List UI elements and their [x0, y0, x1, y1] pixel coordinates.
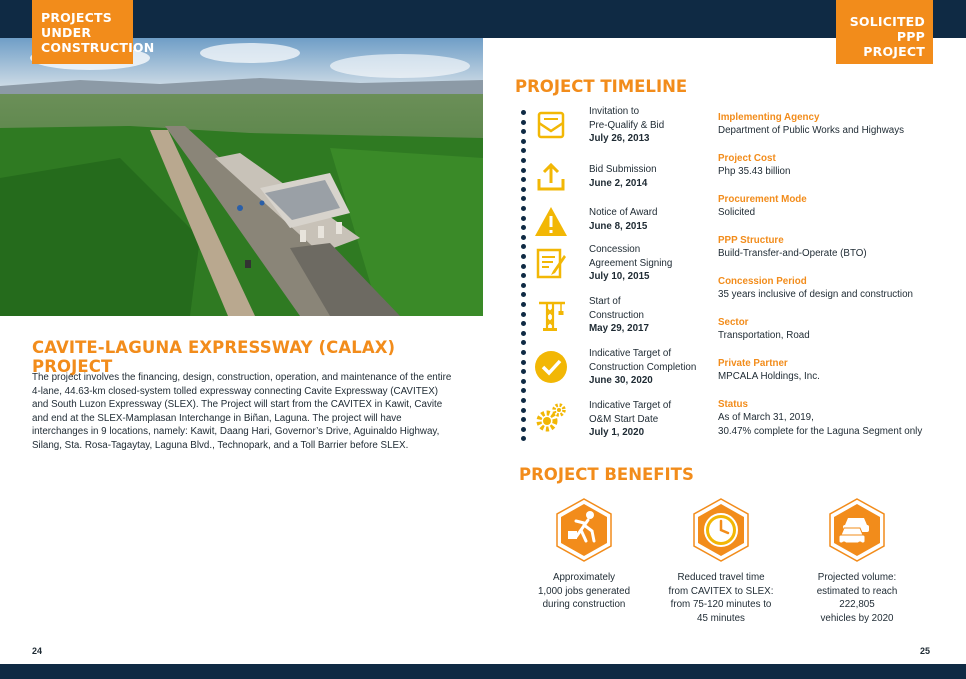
detail-value: Solicited: [718, 207, 756, 218]
timeline-dot: [521, 379, 526, 384]
detail-private-partner: [718, 357, 958, 384]
upload-icon: [533, 159, 569, 195]
timeline-item: [533, 295, 718, 341]
envelope-icon: [533, 107, 569, 143]
timeline-dot: [521, 340, 526, 345]
detail-implementing-agency: [718, 111, 958, 138]
detail-sector: [718, 316, 958, 343]
detail-project-cost: [718, 152, 958, 179]
timeline-dot: [521, 273, 526, 278]
gears-icon: [533, 401, 569, 437]
detail-label: Private Partner: [718, 358, 788, 369]
expressway-aerial-photo: [0, 38, 483, 316]
timeline-dot: [521, 283, 526, 288]
detail-value: Build-Transfer-and-Operate (BTO): [718, 248, 867, 259]
detail-label: Procurement Mode: [718, 194, 807, 205]
timeline-dot: [521, 427, 526, 432]
timeline-dot: [521, 235, 526, 240]
timeline-dot: [521, 177, 526, 182]
timeline-date: June 30, 2020: [589, 375, 653, 386]
timeline-heading: PROJECT TIMELINE: [515, 77, 688, 96]
timeline-dot: [521, 360, 526, 365]
timeline-date: July 1, 2020: [589, 427, 645, 438]
timeline-dot: [521, 110, 526, 115]
detail-value: Department of Public Works and Highways: [718, 125, 905, 136]
project-title: CAVITE-LAGUNA EXPRESSWAY (CALAX) PROJECT: [32, 338, 396, 376]
top-band: [0, 0, 966, 38]
timeline-dot: [521, 168, 526, 173]
timeline-dot: [521, 331, 526, 336]
timeline-label: Invitation to Pre-Qualify & Bid: [589, 106, 665, 131]
timeline-dot: [521, 139, 526, 144]
timeline-dot: [521, 388, 526, 393]
solicited-ppp-project-tag: [836, 0, 933, 64]
timeline-dot: [521, 264, 526, 269]
timeline-label: Concession Agreement Signing: [589, 244, 673, 269]
projects-under-construction-tag: [32, 0, 155, 64]
timeline-date: June 2, 2014: [589, 177, 648, 189]
timeline-dot: [521, 148, 526, 153]
timeline-dot: [521, 254, 526, 259]
timeline-dot: [521, 187, 526, 192]
timeline-label: Start of Construction: [589, 296, 644, 321]
timeline-dot: [521, 312, 526, 317]
timeline-item: [533, 399, 718, 445]
timeline-dot: [521, 129, 526, 134]
timeline-label: Notice of Award: [589, 207, 658, 218]
tag-line: PPP PROJECT: [863, 29, 925, 59]
checkmark-icon: [533, 349, 569, 385]
clock-icon: [691, 497, 751, 563]
tag-line: PROJECTS: [41, 10, 112, 25]
timeline-dot: [521, 350, 526, 355]
timeline-dot: [521, 225, 526, 230]
timeline-dot: [521, 158, 526, 163]
detail-label: Status: [718, 399, 748, 410]
detail-label: Sector: [718, 317, 749, 328]
page-number-left: 24: [32, 646, 43, 656]
timeline-dotted-line: [521, 110, 527, 440]
project-description: The project involves the financing, design, construction, operation, and maintenance of the entire 4-lane, 44.63-km closed-system tolled expressway connecting Cavite Expressway (CAVITEX) and South Luzon Expressway (SLEX). The Project will start from the CAVITEX in Kawit, Cavite and end at the SLEX-Mamplasan Interchange in Biñan, Laguna. The project will have interchanges in 9 locations, namely: Kawit, Daang Hari, Governor’s Drive, Aguinaldo Highway, Silang, Sta. Rosa-Tagaytay, Laguna Blvd., Technopark, and a Toll Barrier before SLEX.: [32, 372, 452, 451]
timeline-dot: [521, 206, 526, 211]
detail-label: PPP Structure: [718, 235, 784, 246]
timeline-date: July 10, 2015: [589, 271, 650, 282]
page-number-right: 25: [920, 646, 931, 656]
timeline-dot: [521, 321, 526, 326]
worker-icon: [554, 497, 614, 563]
timeline-item: [533, 243, 718, 289]
timeline-dot: [521, 120, 526, 125]
detail-label: Project Cost: [718, 153, 776, 164]
timeline-dot: [521, 292, 526, 297]
benefit-text: Approximately 1,000 jobs generated during construction: [537, 572, 631, 610]
tag-line: CONSTRUCTION: [41, 40, 155, 55]
tag-line: UNDER: [41, 25, 92, 40]
timeline-dot: [521, 196, 526, 201]
timeline-label: Indicative Target of O&M Start Date: [589, 400, 672, 425]
detail-ppp-structure: [718, 234, 958, 261]
timeline-dot: [521, 244, 526, 249]
detail-value: MPCALA Holdings, Inc.: [718, 371, 820, 382]
timeline-label: Bid Submission: [589, 164, 657, 175]
timeline-dot: [521, 302, 526, 307]
benefit-text: Projected volume: estimated to reach 222,805 vehicles by 2020: [816, 572, 898, 624]
detail-value: As of March 31, 2019, 30.47% complete for the Laguna Segment only: [718, 412, 923, 437]
document-sign-icon: [533, 245, 569, 281]
benefit-projected-volume: [792, 497, 922, 625]
detail-status: [718, 398, 958, 438]
vehicles-icon: [827, 497, 887, 563]
timeline-date: July 26, 2013: [589, 133, 650, 144]
timeline-item: [533, 157, 718, 203]
benefit-text: Reduced travel time from CAVITEX to SLEX: from 75-120 minutes to 45 minutes: [668, 572, 774, 624]
bottom-band: [0, 664, 966, 679]
detail-concession-period: [718, 275, 958, 302]
timeline-item: [533, 347, 718, 393]
detail-label: Implementing Agency: [718, 112, 820, 123]
detail-label: Concession Period: [718, 276, 807, 287]
timeline-dot: [521, 369, 526, 374]
benefit-jobs: [519, 497, 649, 612]
detail-value: Transportation, Road: [718, 330, 810, 341]
timeline-date: May 29, 2017: [589, 323, 649, 334]
detail-procurement-mode: [718, 193, 958, 220]
benefits-heading: PROJECT BENEFITS: [519, 465, 694, 484]
benefit-travel-time: [656, 497, 786, 625]
detail-value: Php 35.43 billion: [718, 166, 791, 177]
tag-line: SOLICITED: [849, 14, 925, 29]
timeline-item: [533, 105, 718, 151]
timeline-date: June 8, 2015: [589, 220, 648, 232]
crane-icon: [533, 297, 569, 333]
timeline-dot: [521, 216, 526, 221]
timeline-dot: [521, 417, 526, 422]
timeline-dot: [521, 398, 526, 403]
timeline-item: [533, 202, 718, 248]
timeline-dot: [521, 436, 526, 441]
detail-value: 35 years inclusive of design and construction: [718, 289, 913, 300]
timeline-dot: [521, 408, 526, 413]
warning-icon: [533, 204, 569, 240]
timeline-label: Indicative Target of Construction Completion: [589, 348, 697, 373]
